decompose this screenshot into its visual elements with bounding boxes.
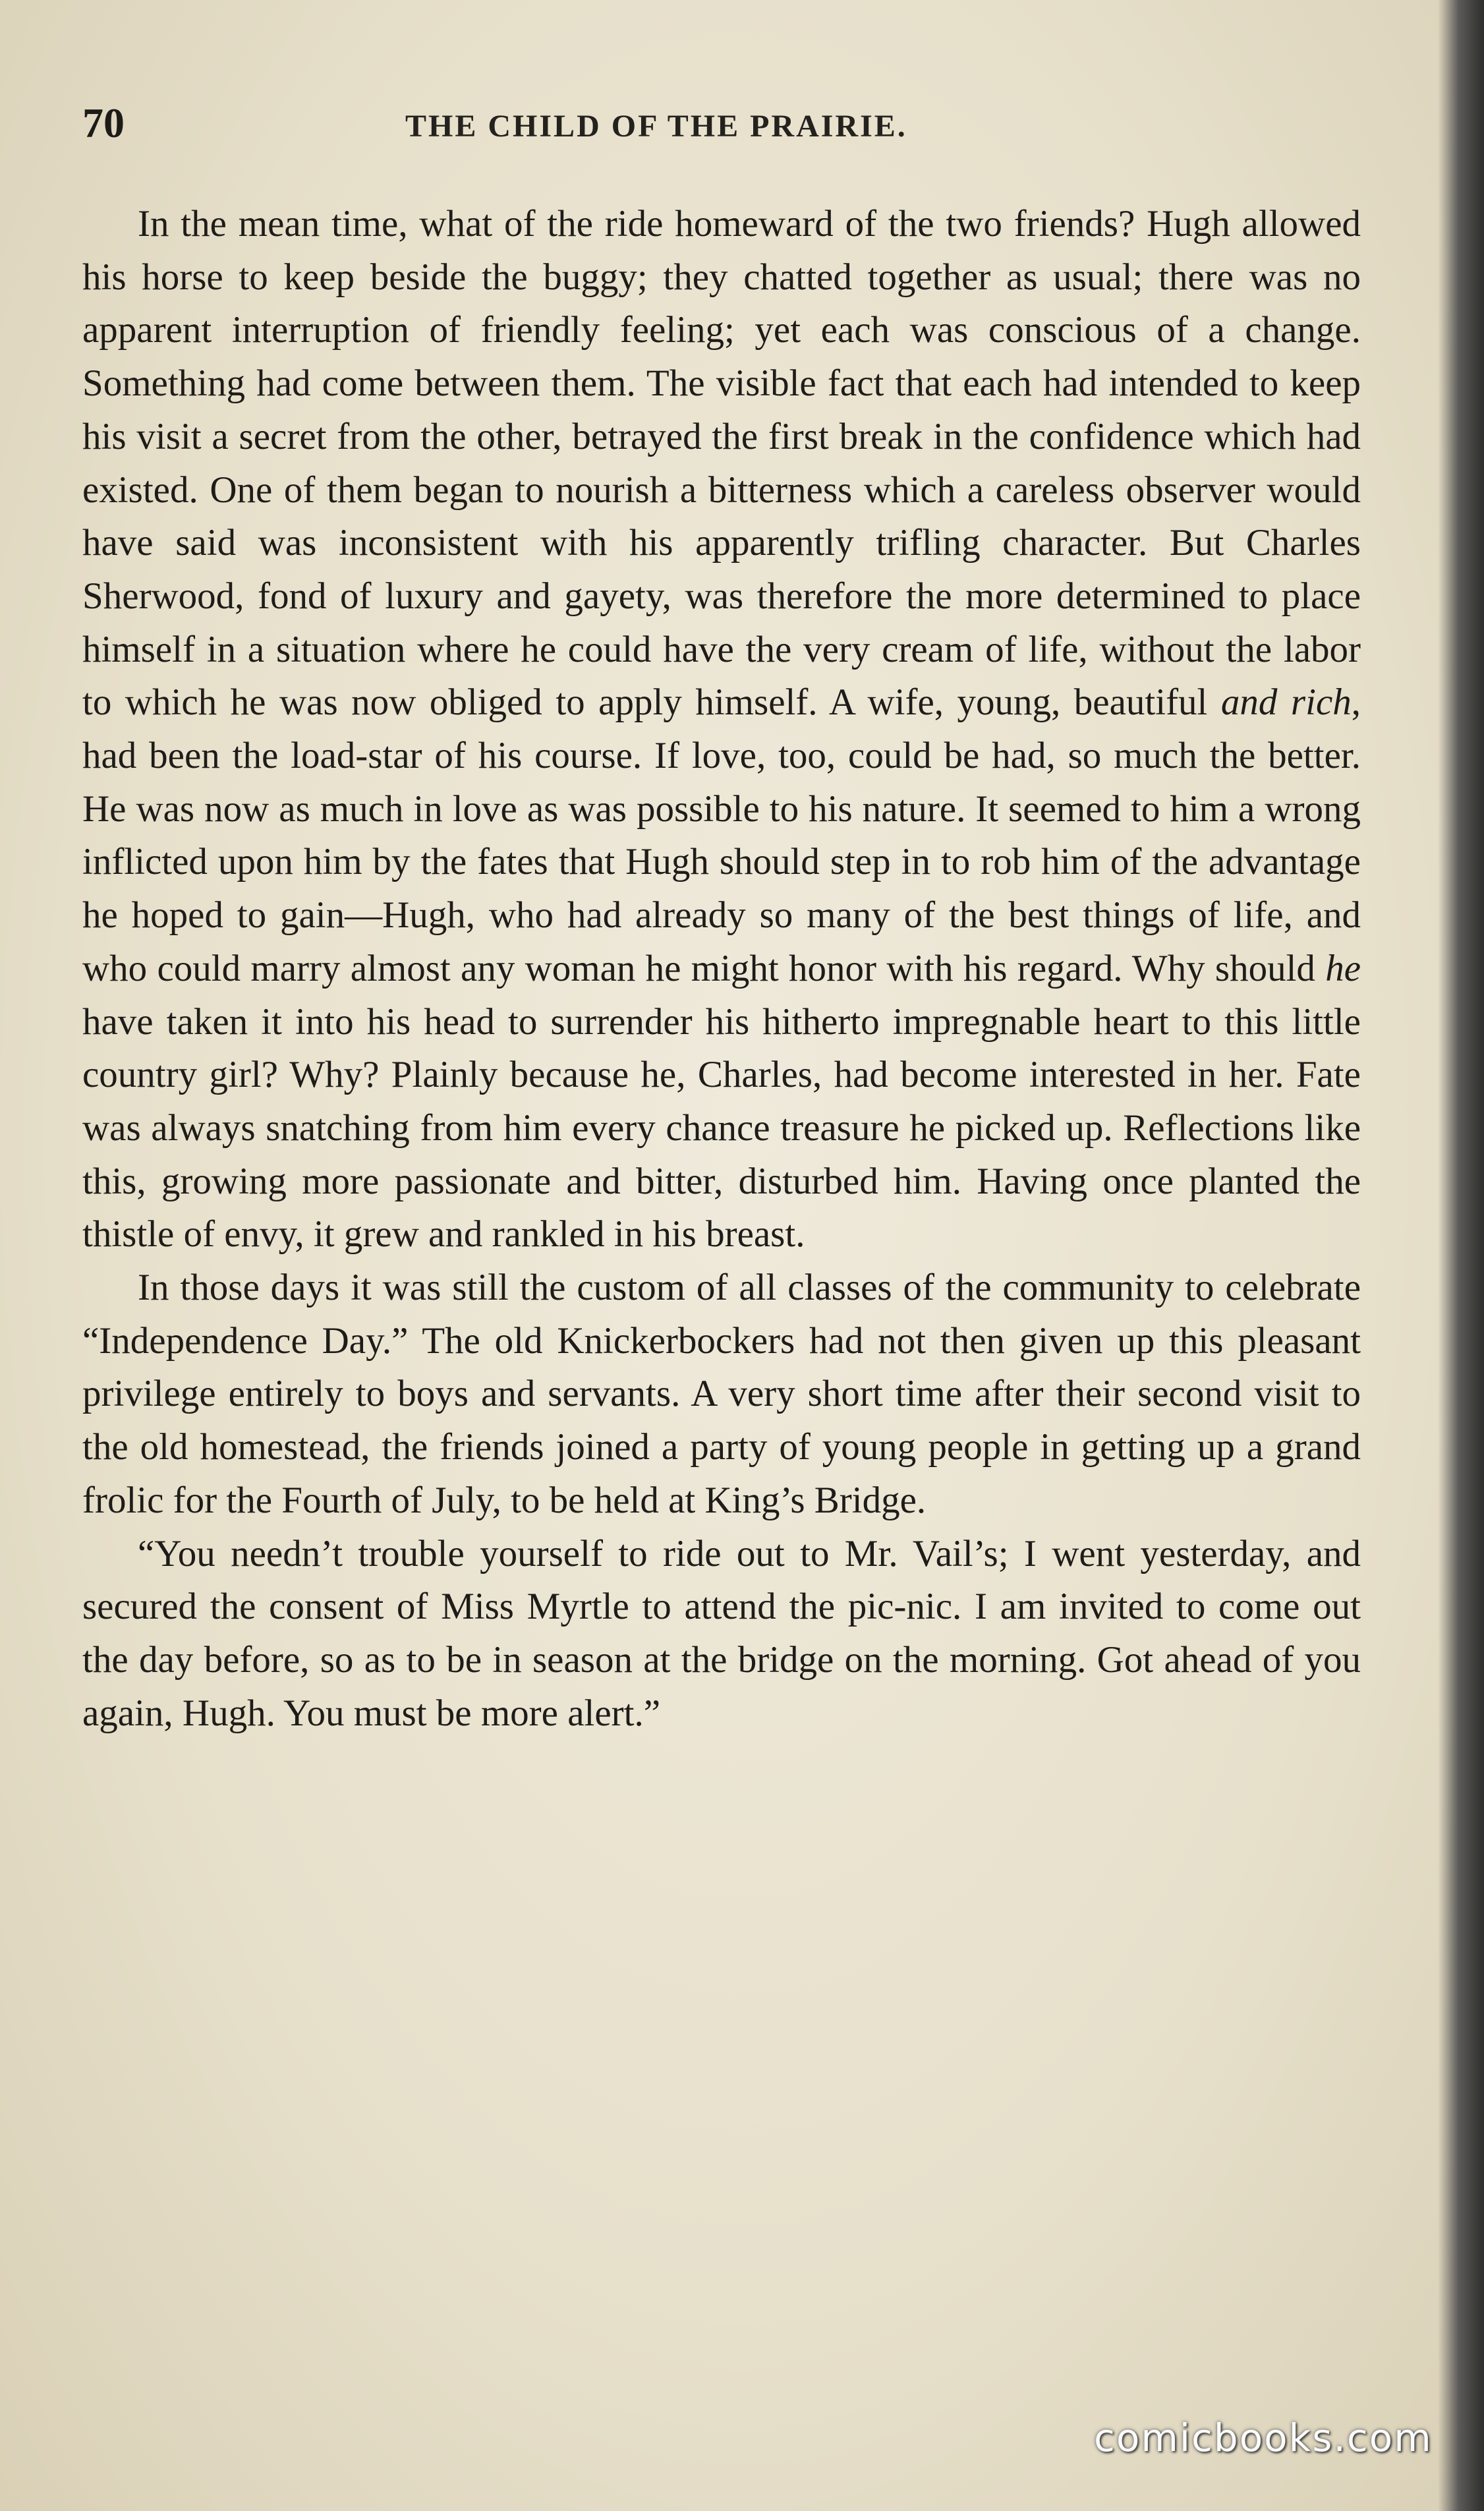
- body-text: [82, 198, 1361, 1740]
- paragraph-1-part-c: , had been the load-star of his course. If love, too, could be had, so much the better. He was now as much in love as was possible to his nature. It seemed to him a wrong inflicted upon him by the fates that Hugh should step in to rob him of the advantage he hoped to gain—Hugh, who had already so many of the best things of life, and who could marry almost any woman he might honor with his regard. Why should: [82, 681, 1361, 989]
- page-number: 70: [82, 100, 125, 146]
- paragraph-2: In those days it was still the custom of all classes of the community to celebrate “Independence Day.” The old Knickerbockers had not then given up this pleasant privilege entirely to boys and servants. A very short time after their second visit to the old homestead, the friends joined a party of young people in getting up a grand frolic for the Fourth of July, to be held at King’s Bridge.: [82, 1267, 1361, 1521]
- page-header: [82, 99, 1367, 165]
- paragraph-1: [82, 198, 1361, 1261]
- running-head: THE CHILD OF THE PRAIRIE.: [405, 109, 907, 144]
- paragraph-1-part-a: In the mean time, what of the ride homeward of the two friends? Hugh allowed his horse to keep beside the buggy; they chatted together as usual; there was no apparent interruption of friendly feeling; yet each was conscious of a change. Something had come between them. The visible fact that each had intended to keep his visit a secret from the other, betrayed the first break in the confidence which had existed. One of them began to nourish a bitterness which a careless observer would have said was inconsistent with his apparently trifling character. But Charles Sherwood, fond of luxury and gayety, was therefore the more determined to place himself in a situation where he could have the very cream of life, without the labor to which he was now obliged to apply himself. A wife, young, beautiful: [82, 203, 1361, 724]
- watermark: comicbooks.com: [1094, 2415, 1433, 2460]
- paragraph-3: “You needn’t trouble yourself to ride out to Mr. Vail’s; I went yesterday, and secured the consent of Miss Myrtle to attend the pic-nic. I am invited to come out the day before, so as to be in season at the bridge on the morning. Got ahead of you again, Hugh. You must be more alert.”: [82, 1532, 1361, 1734]
- paragraph-1-emphasis-and-rich: and rich: [1220, 681, 1352, 724]
- paragraph-1-emphasis-he: he: [1325, 947, 1361, 989]
- paragraph-1-part-e: have taken it into his head to surrender his hitherto impregnable heart to this little country girl? Why? Plainly because he, Charles, had become interested in her. Fate was always snatching from him every chance treasure he picked up. Reflections like this, growing more passionate and bitter, disturbed him. Having once planted the thistle of envy, it grew and rankled in his breast.: [82, 1000, 1361, 1256]
- page-edge-shadow: [1438, 0, 1484, 2511]
